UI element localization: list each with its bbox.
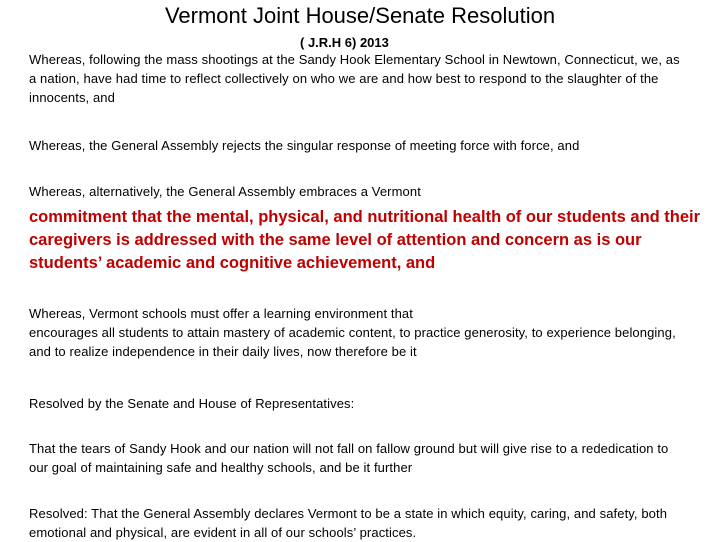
page-title: Vermont Joint House/Senate Resolution — [164, 3, 556, 28]
commitment-paragraph-emphasis: commitment that the mental, physical, and nutritional health of our students and their caregivers is addressed with the same level of attention and concern as is our students’ academic and cognitive achievement, and — [29, 208, 701, 272]
whereas-paragraph-force: Whereas, the General Assembly rejects the singular response of meeting force with force, and — [29, 138, 580, 153]
resolved-paragraph-tears: That the tears of Sandy Hook and our nation will not fall on fallow ground but will give rise to a rededication to our goal of maintaining safe and healthy schools, and be it further — [29, 441, 669, 476]
resolution-number: ( J.R.H 6) 2013 — [300, 35, 389, 50]
learning-environment-first-line: Whereas, Vermont schools must offer a learning environment that — [29, 306, 413, 321]
whereas-paragraph-learning-environment — [29, 304, 689, 362]
learning-environment-continuation: encourages all students to attain mastery of academic content, to practice generosity, to experience belonging, and to realize independence in their daily lives, now therefore be it — [29, 325, 676, 360]
resolved-paragraph-declaration: Resolved: That the General Assembly declares Vermont to be a state in which equity, caring, and safety, both emotional and physical, are evident in all of our schools’ practices. — [29, 506, 668, 541]
whereas-paragraph-alternatively: Whereas, alternatively, the General Assembly embraces a Vermont — [29, 184, 421, 199]
resolved-heading: Resolved by the Senate and House of Representatives: — [29, 396, 355, 411]
whereas-paragraph-sandy-hook: Whereas, following the mass shootings at the Sandy Hook Elementary School in Newtown, Connecticut, we, as a nation, have had time to reflect collectively on who we are and how best to respond to the slaughter of the innocents, and — [29, 52, 680, 106]
